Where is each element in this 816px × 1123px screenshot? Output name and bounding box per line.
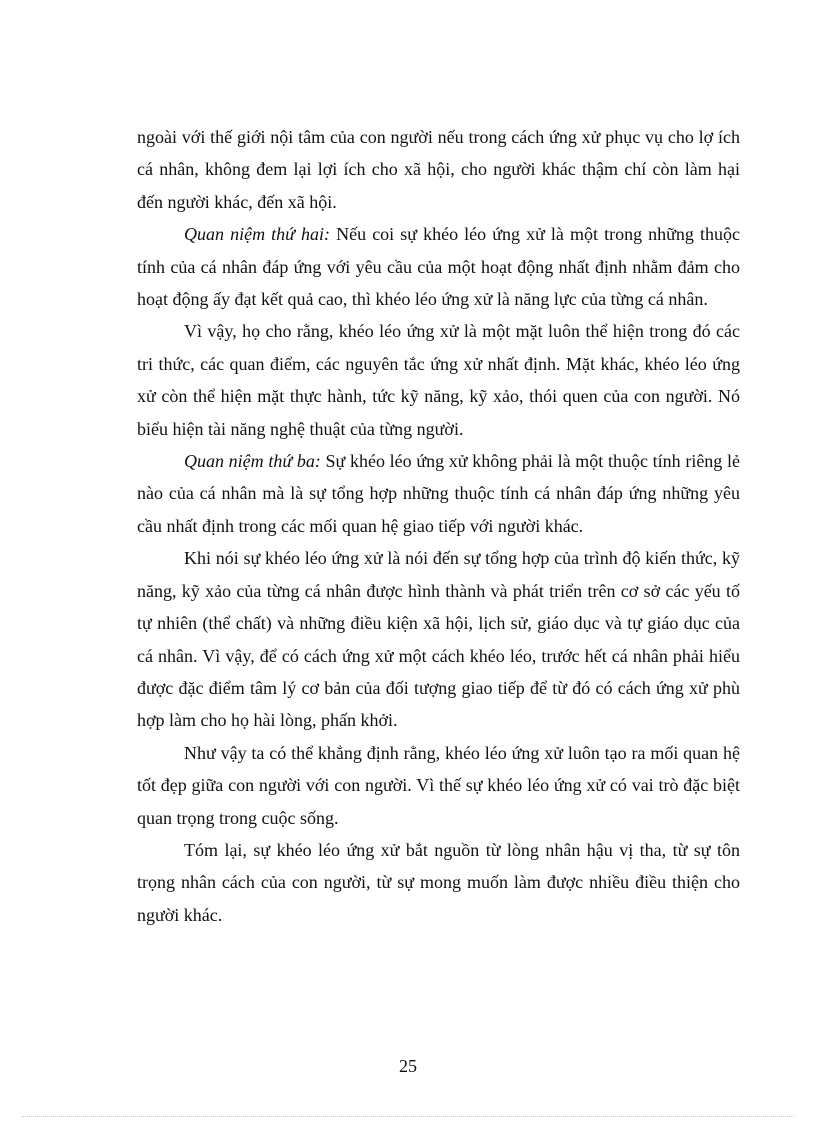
- paragraph-continuation: [137, 121, 740, 218]
- paragraph-text: Nếu coi sự khéo léo ứng xử là một trong những thuộc tính của cá nhân đáp ứng với yêu cầu của một hoạt động nhất định nhằm đảm cho hoạt động ấy đạt kết quả cao, thì khéo léo ứng xử là năng lực của từng cá nhân.: [137, 224, 740, 310]
- paragraph-text: Khi nói sự khéo léo ứng xử là nói đến sự tổng hợp của trình độ kiến thức, kỹ năng, kỹ xảo của từng cá nhân được hình thành và phát triển trên cơ sở các yếu tố tự nhiên (thể chất) và những điều kiện xã hội, lịch sử, giáo dục và tự giáo dục của cá nhân. Vì vậy, để có cách ứng xử một cách khéo léo, trước hết cá nhân phải hiểu được đặc điểm tâm lý cơ bản của đối tượng giao tiếp để từ đó có cách ứng xử phù hợp làm cho họ hài lòng, phấn khởi.: [137, 548, 740, 731]
- page-bottom-divider: [22, 1116, 794, 1117]
- paragraph-lead-italic: Quan niệm thứ ba:: [184, 451, 321, 472]
- paragraph-text: Tóm lại, sự khéo léo ứng xử bắt nguồn từ lòng nhân hậu vị tha, từ sự tôn trọng nhân cách của con người, từ sự mong muốn làm được nhiều điều thiện cho người khác.: [137, 839, 740, 925]
- paragraph-text: Như vậy ta có thể khẳng định rằng, khéo léo ứng xử luôn tạo ra mối quan hệ tốt đẹp giữa con người với con người. Vì thế sự khéo léo ứng xử có vai trò đặc biệt quan trọng trong cuộc sống.: [137, 742, 740, 828]
- paragraph-text: Sự khéo léo ứng xử không phải là một thuộc tính riêng lẻ nào của cá nhân mà là sự tổng hợp những thuộc tính cá nhân đáp ứng những yêu cầu nhất định trong các mối quan hệ giao tiếp với người khác.: [137, 451, 740, 536]
- paragraph-lead-italic: Quan niệm thứ hai:: [184, 224, 331, 245]
- paragraph-text: Vì vậy, họ cho rằng, khéo léo ứng xử là một mặt luôn thể hiện trong đó các tri thức, các quan điểm, các nguyên tắc ứng xử nhất định. Mặt khác, khéo léo ứng xử còn thể hiện mặt thực hành, tức kỹ năng, kỹ xảo, thói quen của con người. Nó biểu hiện tài năng nghệ thuật của từng người.: [137, 321, 740, 439]
- body-text: [137, 121, 740, 931]
- paragraph-summary: [137, 834, 740, 931]
- paragraph-synthesis: [137, 542, 740, 736]
- paragraph-text: ngoài với thế giới nội tâm của con người nếu trong cách ứng xử phục vụ cho lợ ích cá nhân, không đem lại lợi ích cho xã hội, cho người khác thậm chí còn làm hại đến người khác, đến xã hội.: [137, 127, 740, 212]
- page-number: 25: [399, 1056, 417, 1076]
- paragraph-therefore: [137, 315, 740, 445]
- paragraph-second-view: [137, 218, 740, 315]
- paragraph-third-view: [137, 445, 740, 542]
- paragraph-affirmation: [137, 737, 740, 834]
